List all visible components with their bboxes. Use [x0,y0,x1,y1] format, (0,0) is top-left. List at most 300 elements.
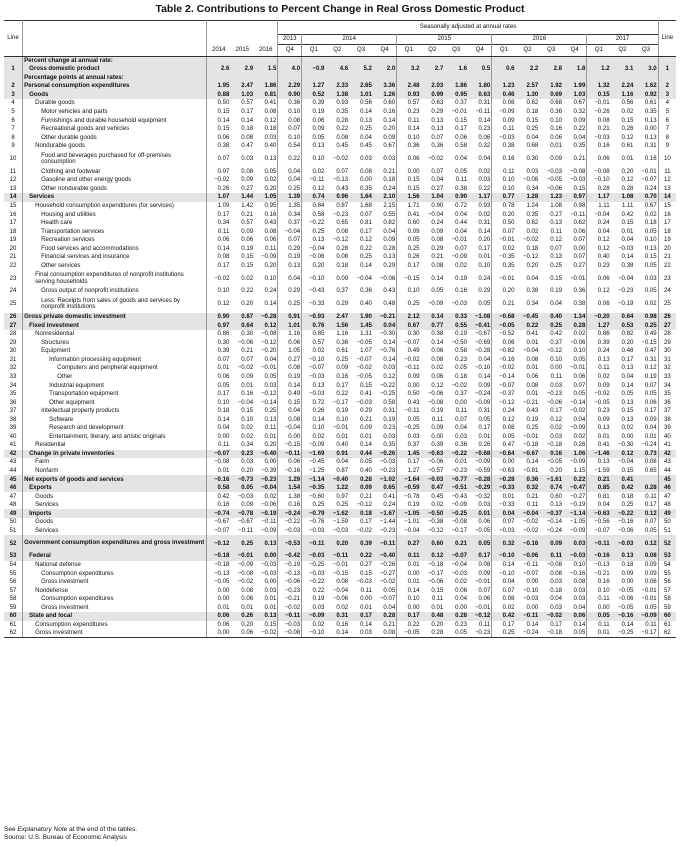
table-row [4,595,676,604]
cell-value: 0.25 [539,321,563,330]
cell-value: −0.03 [278,621,302,630]
cell-value: 0.15 [241,261,254,269]
cell-value: 0.11 [503,125,515,133]
cell-value: 0.31 [634,142,658,151]
cell-value: 0.01 [217,603,230,611]
cell-value: 0.14 [373,356,397,365]
cell-value: 0.34 [526,184,539,192]
line-number: 51 [4,527,23,536]
cell-value: 0.45 [336,142,349,150]
line-number: 41 [4,441,23,450]
cell-value [302,57,326,66]
cell-value: 0.42 [550,330,563,338]
cell-value: −0.10 [499,569,515,577]
line-number: 61 [4,621,23,630]
cell-value: 0.35 [336,108,349,115]
cell-value: 0.19 [431,407,444,415]
cell-value: 0.25 [230,535,254,552]
cell-value: 0.14 [502,560,515,568]
cell-value: 0.25 [526,125,539,133]
table-row [4,270,676,287]
cell-value: 0.02 [634,210,658,219]
cell-value: 0.04 [373,604,397,613]
cell-value: −0.04 [516,509,540,518]
quarter-year-2015: 2015 [397,35,492,45]
cell-value: 0.08 [360,167,372,175]
table-row [4,245,676,254]
cell-value: 0.25 [360,125,372,133]
cell-value: 2.48 [397,82,421,91]
cell-value: 0.00 [207,629,231,638]
cell-value: −0.11 [404,407,420,415]
cell-value: −0.08 [254,330,278,339]
cell-value: 0.08 [431,261,444,269]
cell-value: 0.10 [597,586,610,594]
cell-value: −0.05 [468,527,492,536]
cell-value: −0.06 [332,595,349,603]
cell-value: −0.12 [254,390,278,399]
row-label: Health care [23,219,207,228]
cell-value: 0.12 [550,415,563,423]
cell-value: 0.23 [230,450,254,459]
cell-value: 0.10 [278,108,302,117]
cell-value: −0.11 [563,210,587,219]
cell-value: 0.20 [468,236,492,245]
cell-value: 0.00 [407,603,420,611]
cell-value: 0.15 [407,184,420,192]
cell-value: −0.08 [451,518,468,526]
cell-value: 0.08 [254,108,278,117]
cell-value: −1.62 [325,509,349,518]
cell-value: 0.09 [360,424,372,432]
cell-value: 0.37 [550,338,563,346]
cell-value: 0.17 [468,424,492,433]
cell-value: −0.23 [373,527,397,536]
row-label: Other durable goods [23,133,207,142]
cell-value: 0.01 [407,560,420,568]
cell-value: −0.76 [373,347,397,356]
line-number: 59 [4,604,23,613]
line-number: 5 [4,108,23,117]
cell-value: 1.08 [611,193,635,202]
cell-value: 0.34 [241,441,254,449]
line-number-right: 29 [663,338,671,346]
row-label: Gross output of nonprofit institutions [23,287,207,296]
table-row [4,492,676,501]
cell-value: 0.20 [241,466,254,474]
cell-value: −0.10 [309,355,325,363]
cell-value: 0.90 [444,193,468,202]
cell-value: 0.02 [563,330,587,339]
row-label: Industrial equipment [23,381,207,390]
cell-value: 0.26 [621,125,634,133]
cell-value: 0.24 [254,287,278,296]
table-row [4,509,676,518]
cell-value: 1.24 [526,202,539,210]
cell-value: 0.86 [597,330,610,338]
table-title: Table 2. Contributions to Percent Change in Real Gross Domestic Product [155,3,525,15]
cell-value: 0.06 [217,236,230,244]
cell-value: 0.03 [550,432,563,440]
cell-value: 0.26 [407,253,420,261]
cell-value: 0.50 [217,99,230,107]
cell-value: −0.37 [539,509,563,518]
cell-value: −0.02 [522,518,539,526]
cell-value: 0.10 [468,262,492,271]
cell-value: 0.36 [336,338,349,346]
cell-value: −0.17 [451,526,468,534]
cell-value [539,57,563,66]
cell-value: 0.32 [492,535,516,552]
cell-value [278,57,302,66]
line-number-right: 10 [663,155,671,163]
cell-value: 0.16 [373,108,397,117]
cell-value: 0.02 [621,424,634,432]
cell-value: 0.03 [468,176,492,185]
cell-value: 0.06 [502,338,515,346]
cell-value: 0.19 [241,244,254,252]
cell-value: 0.14 [217,244,230,252]
cell-value: −0.33 [309,300,325,308]
line-number: 38 [4,415,23,424]
line-number: 30 [4,347,23,356]
cell-value: −0.41 [468,321,492,330]
cell-value: −0.13 [213,569,230,577]
cell-value: 0.19 [407,501,420,509]
line-number-right: 52 [658,535,676,552]
cell-value: 1.07 [360,347,372,355]
cell-value: 0.21 [431,253,444,261]
table-row [4,236,676,245]
cell-value: −0.79 [302,509,326,518]
cell-value: 1.68 [360,202,372,210]
cell-value: −0.03 [309,372,325,380]
cell-value: 0.6 [492,65,516,74]
cell-value: 0.09 [373,236,397,245]
cell-value: 0.01 [241,381,254,389]
cell-value: 0.13 [611,552,635,561]
cell-value: −0.02 [213,274,230,282]
cell-value: 0.95 [254,202,278,211]
cell-value: 1.35 [278,202,302,211]
cell-value: 0.13 [254,415,278,424]
cell-value: −0.01 [499,236,515,244]
cell-value: 0.61 [336,347,349,355]
cell-value: 0.26 [230,612,254,621]
cell-value: 0.31 [468,407,492,416]
cell-value: 0.43 [373,287,397,296]
table-row [4,450,676,459]
cell-value: 0.28 [634,484,658,493]
cell-value: 0.02 [502,603,515,611]
line-number: 55 [4,569,23,578]
cell-value [492,74,516,83]
cell-value: 0.18 [373,176,397,185]
cell-value: 0.01 [587,629,611,638]
cell-value: 1.71 [407,202,420,210]
row-label: Other services [23,262,207,271]
cell-value: 0.25 [550,261,563,269]
cell-value: 1.56 [397,193,421,202]
cell-value: 0.37 [407,441,420,449]
cell-value: 0.41 [597,441,610,449]
table-header [4,21,676,57]
cell-value: 0.14 [360,261,372,269]
cell-value: −0.01 [332,560,349,568]
cell-value: 1.26 [373,91,397,100]
cell-value: 0.63 [468,91,492,100]
cell-value: 0.12 [634,364,658,373]
cell-value: 0.09 [336,364,349,372]
cell-value: 0.06 [207,612,231,621]
cell-value: −0.02 [404,355,420,363]
cell-value: 0.04 [621,236,634,244]
cell-value: −0.78 [230,509,254,518]
table-row [4,501,676,510]
cell-value: 0.41 [407,210,420,218]
cell-value: 0.21 [360,415,372,423]
cell-value: 0.05 [360,458,372,466]
cell-value: 0.09 [634,569,658,578]
cell-value: −0.16 [278,467,302,476]
cell-value: 0.09 [336,274,349,282]
cell-value: 0.15 [217,108,230,115]
line-number: 9 [4,142,23,151]
cell-value: 0.03 [550,578,563,586]
cell-value: −0.04 [278,227,302,236]
cell-value: −0.76 [309,518,325,526]
quarter-header: Q3 [444,45,468,57]
cell-value: −0.03 [356,578,372,586]
cell-value: 0.72 [455,202,468,210]
cell-value: 0.11 [468,621,492,630]
cell-value: −0.21 [373,313,397,322]
row-label: Nonresidential [23,330,207,339]
row-label: Household consumption expenditures (for services) [23,202,207,211]
cell-value: 0.13 [278,262,302,271]
cell-value: 0.84 [312,202,325,210]
cell-value: −0.01 [468,604,492,613]
cell-value [325,57,349,66]
cell-value: 0.16 [539,450,563,459]
table-row [4,193,676,202]
cell-value: −0.10 [522,586,539,594]
cell-value: −0.19 [563,501,587,510]
cell-value: −0.22 [309,219,325,227]
cell-value: 0.13 [431,116,444,124]
cell-value: 0.93 [397,91,421,100]
line-number [4,57,23,66]
cell-value: 0.21 [373,621,397,630]
quarter-header: Q3 [634,45,658,57]
row-label: Recreation services [23,236,207,245]
cell-value: 0.32 [563,108,587,117]
cell-value: −0.24 [468,390,492,399]
cell-value: −0.03 [309,526,325,534]
cell-value: 0.00 [217,586,230,594]
row-label: Change in private inventories [23,450,207,459]
cell-value: 0.18 [526,108,539,115]
table-row [4,347,676,356]
cell-value: 0.22 [241,287,254,295]
cell-value: 0.06 [634,398,658,407]
cell-value: 0.20 [254,185,278,194]
line-number: 19 [4,236,23,245]
cell-value: −1.44 [373,518,397,527]
cell-value: 0.40 [597,253,610,261]
cell-value: 0.06 [597,300,610,308]
cell-value: 0.09 [407,227,420,235]
cell-value: 0.08 [254,227,278,236]
cell-value: 0.08 [526,381,539,389]
cell-value: 0.22 [336,125,349,133]
cell-value: 0.36 [516,475,540,484]
cell-value [492,57,516,66]
cell-value: 0.31 [325,612,349,621]
cell-value: 1.80 [468,82,492,91]
cell-value: 2.24 [611,82,635,91]
row-label: Computers and peripheral equipment [23,364,207,373]
cell-value: 0.08 [468,561,492,570]
cell-value [230,57,254,66]
line-number-right: 17 [663,219,671,227]
line-number-right: 12 [663,176,671,184]
cell-value: −0.17 [634,629,658,638]
cell-value: 0.12 [597,287,610,295]
cell-value: 0.22 [407,620,420,628]
cell-value: −0.04 [332,586,349,594]
cell-value: −0.06 [309,253,325,261]
cell-value: 0.97 [336,492,349,500]
cell-value: 0.13 [312,236,325,244]
cell-value: 0.13 [550,219,563,227]
line-number: 26 [4,313,23,322]
cell-value: −0.23 [546,390,563,398]
cell-value: −0.73 [230,475,254,484]
cell-value: 0.14 [373,116,397,125]
cell-value: −0.24 [516,629,540,638]
cell-value: 0.13 [621,364,634,372]
cell-value: 0.25 [407,244,420,252]
cell-value: 0.02 [241,432,254,440]
table-row [4,586,676,595]
cell-value: −0.52 [499,330,515,338]
line-number-right: 14 [658,193,676,202]
cell-value: 0.02 [634,296,658,313]
cell-value: −0.07 [309,364,325,372]
cell-value: 0.04 [502,578,515,586]
cell-value: 0.27 [241,184,254,192]
cell-value: 0.36 [278,99,302,108]
cell-value: −0.25 [444,509,468,518]
cell-value [420,57,444,66]
cell-value: 0.13 [254,612,278,621]
row-label: Food and beverages purchased for off-premises consumption [23,151,207,168]
cell-value: 0.05 [254,168,278,177]
cell-value: −0.26 [373,450,397,459]
cell-value: 0.13 [550,501,563,509]
cell-value: −0.25 [309,560,325,568]
cell-value: 0.09 [634,415,658,424]
cell-value: 0.02 [526,227,539,235]
cell-value: −0.74 [207,509,231,518]
cell-value: 2.57 [516,82,540,91]
cell-value: 0.05 [468,415,492,424]
cell-value: 0.14 [621,253,634,261]
cell-value: 0.04 [278,176,302,185]
cell-value: −0.14 [546,518,563,526]
cell-value: 0.05 [468,296,492,313]
cell-value: 0.04 [492,509,516,518]
row-label: Nondefense [23,586,207,595]
cell-value: 0.14 [526,458,539,466]
cell-value: −0.67 [468,330,492,339]
cell-value: 0.04 [278,168,302,177]
cell-value: 0.22 [468,185,492,194]
cell-value: 0.40 [539,313,563,322]
cell-value: −0.09 [468,398,492,407]
row-label: Equipment [23,347,207,356]
cell-value: 0.03 [254,586,278,595]
cell-value: 0.47 [241,142,254,150]
line-number: 31 [4,356,23,365]
cell-value: 0.13 [360,116,372,124]
cell-value: 0.11 [408,116,420,124]
row-label: Residential [23,441,207,450]
cell-value: 0.05 [431,287,444,295]
cell-value: 0.77 [492,193,516,202]
cell-value: 0.08 [634,552,658,561]
cell-value: −0.64 [492,450,516,459]
cell-value: 0.60 [407,219,420,227]
cell-value: 0.12 [217,300,230,308]
line-number-right: 9 [665,142,670,150]
cell-value: 0.13 [254,535,278,552]
cell-value: 0.29 [468,287,492,296]
cell-value: 0.15 [621,116,634,124]
line-number-right: 54 [663,560,671,568]
cell-value: −0.22 [278,518,302,527]
line-number: 21 [4,253,23,262]
cell-value: −0.25 [611,629,635,638]
quarter-header: Q1 [302,45,326,57]
cell-value: 0.33 [444,313,468,322]
quarter-header: Q4 [468,45,492,57]
cell-value: −0.11 [523,560,539,568]
row-label: Government consumption expenditures and gross investment [23,535,207,552]
cell-value: −0.03 [254,561,278,570]
cell-value: 1.16 [611,91,635,100]
cell-value: 0.35 [373,441,397,450]
cell-value: 0.01 [254,433,278,442]
cell-value: 0.10 [241,415,254,423]
cell-value: 1.08 [550,202,563,210]
cell-value: 0.31 [468,99,492,108]
cell-value: 0.90 [207,313,231,322]
cell-value: 0.04 [217,424,230,432]
cell-value: 0.12 [621,133,634,141]
cell-value: −0.01 [563,270,587,287]
cell-value: 0.28 [336,244,349,252]
cell-value: 0.02 [455,578,468,586]
cell-value: 0.01 [254,595,278,604]
cell-value: −0.06 [254,501,278,510]
cell-value: 0.29 [278,245,302,254]
cell-value: 0.26 [468,441,492,450]
cell-value: 4.6 [325,65,349,74]
cell-value: 0.60 [373,99,397,108]
cell-value: −0.05 [546,176,563,184]
